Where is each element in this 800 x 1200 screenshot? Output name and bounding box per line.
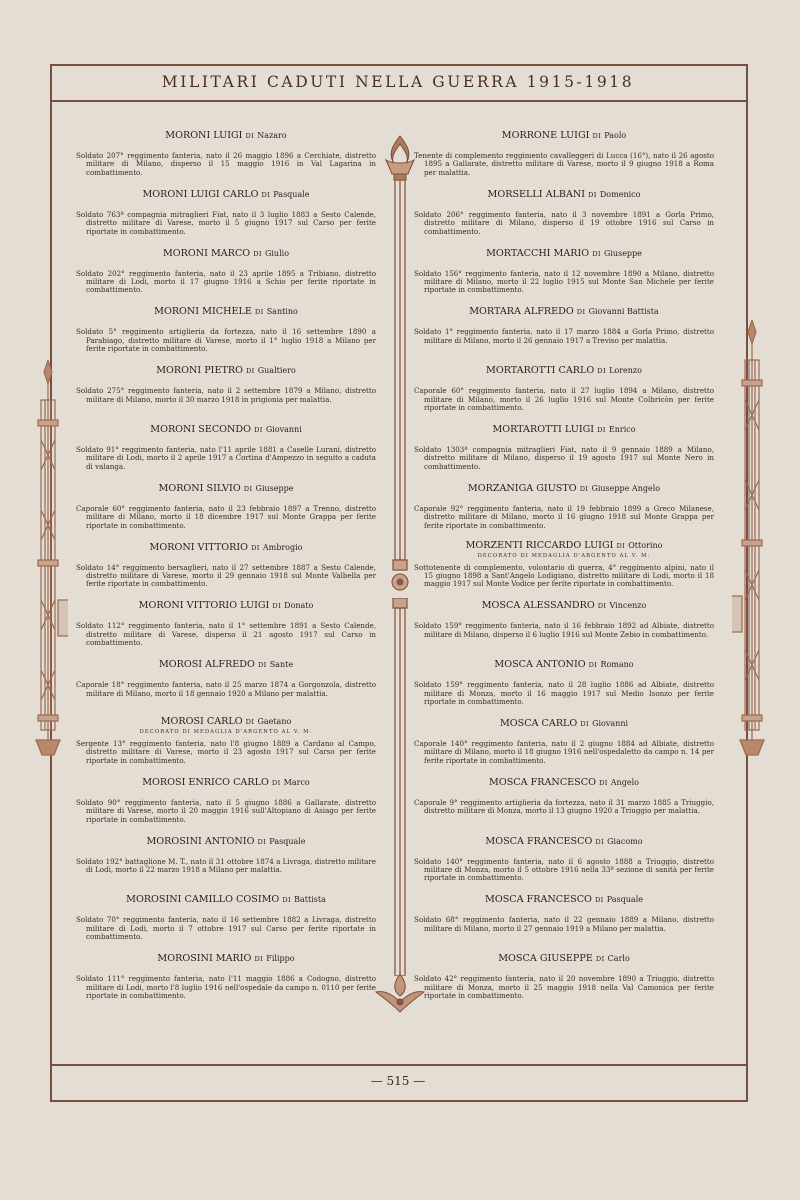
list-item: [414, 530, 714, 589]
list-item: [414, 765, 714, 824]
entry-text: Soldato 5° reggimento artiglieria da fortezza, nato il 16 settembre 1890 a Parabiago, distretto militare di Varese, morto il 1° luglio 1918 a Milano per ferite riportate in combattimento.: [76, 327, 376, 354]
entry-name: MORONI VITTORIO DI Ambrogio: [149, 541, 303, 553]
list-item: [76, 647, 376, 706]
page-title: MILITARI CADUTI NELLA GUERRA 1915-1918: [161, 73, 635, 91]
entry-name: MORONI VITTORIO LUIGI DI Donato: [138, 600, 314, 612]
list-item: [76, 471, 376, 530]
entry-text: Soldato 275° reggimento fanteria, nato il 2 settembre 1879 a Milano, distretto militare di Milano, morto il 30 marzo 1918 in prigionia per malattia.: [76, 386, 376, 404]
entry-text: Soldato 68° reggimento fanteria, nato il 22 gennaio 1889 a Milano, distretto militare di Milano, morto il 27 gennaio 1919 a Milano per malattia.: [414, 915, 714, 933]
entry-text: Soldato 14° reggimento bersaglieri, nato il 27 settembre 1887 a Sesto Calende, distretto militare di Varese, morto il 29 gennaio 1918 sul Monte Valbella per ferite riportate in combattimento.: [76, 562, 376, 589]
list-item: [76, 882, 376, 941]
entry-name: MOROSINI CAMILLO COSIMO DI Battista: [126, 894, 326, 906]
entry-name: MORONI MICHELE DI Santino: [154, 306, 298, 318]
list-item: [76, 706, 376, 765]
entry-name: MORRONE LUIGI DI Paolo: [501, 130, 627, 141]
entry-name: MORONI SILVIO DI Giuseppe: [158, 482, 294, 494]
entry-name: MORTAROTTI LUIGI DI Enrico: [492, 423, 636, 435]
list-item: [76, 941, 376, 1000]
entry-name: MOSCA FRANCESCO DI Angelo: [489, 776, 639, 788]
list-item: [76, 294, 376, 353]
entry-text: Soldato 202° reggimento fanteria, nato il 23 aprile 1895 a Tribiano, distretto militare di Lodi, morto il 17 giugno 1916 a Schio per ferite riportate in combattimento.: [76, 268, 376, 295]
entry-text: Soldato 192° battaglione M. T., nato il 31 ottobre 1874 a Livraga, distretto militare di Lodi, morto il 22 marzo 1918 a Milano per malattia.: [76, 856, 376, 874]
footer-rule: [50, 1064, 746, 1066]
entry-name: MORSELLI ALBANI DI Domenico: [487, 188, 641, 200]
entry-name: MORTARA ALFREDO DI Giovanni Battista: [469, 306, 659, 318]
list-item: [76, 588, 376, 647]
entry-name: MOROSI ALFREDO DI Sante: [158, 659, 294, 671]
entry-text: Soldato 112° reggimento fanteria, nato il 1° settembre 1891 a Sesto Calende, distretto militare di Varese, disperso il 21 agosto 1917 sul Carso in combattimento.: [76, 621, 376, 648]
list-item: [414, 412, 714, 471]
left-column: [76, 118, 376, 1000]
list-item: [414, 471, 714, 530]
list-item: [414, 294, 714, 353]
entry-text: Soldato 42° reggimento fanteria, nato il 20 novembre 1890 a Triuggio, distretto militare di Monza, morto il 25 maggio 1918 nella Val Camonica per ferite riportate in combattimento.: [414, 974, 714, 1000]
header-rule: [50, 100, 746, 102]
entry-text: Sergente 13° reggimento fanteria, nato l'8 giugno 1889 a Cardano al Campo, distretto militare di Varese, morto il 23 agosto 1917 sul Carso per ferite riportate in combattimento.: [76, 738, 376, 765]
decoration-note: DECORATO DI MEDAGLIA D'ARGENTO AL V. M.: [139, 728, 313, 735]
list-item: [76, 236, 376, 295]
entry-text: Caporale 92° reggimento fanteria, nato il 19 febbraio 1899 a Greco Milanese, distretto militare di Milano, morto il 16 giugno 1918 sul Monte Grappa per ferite riportate in combattimento.: [414, 503, 714, 530]
list-item: [76, 530, 376, 589]
entry-text: Soldato 90° reggimento fanteria, nato il 5 giugno 1886 a Gallarate, distretto militare di Varese, morto il 20 maggio 1916 sull'Altopiano di Asiago per ferite riportate in combattimento.: [76, 797, 376, 824]
entry-name: MOROSI CARLO DI Gaetano: [160, 715, 292, 727]
entry-name: MORZANIGA GIUSTO DI Giuseppe Angelo: [467, 482, 661, 494]
entry-name: MORONI LUIGI DI Nazaro: [165, 130, 287, 141]
list-item: [76, 118, 376, 177]
list-item: [414, 118, 714, 177]
entry-name: MOSCA ALESSANDRO DI Vincenzo: [481, 600, 647, 612]
decoration-note: DECORATO DI MEDAGLIA D'ARGENTO AL V. M.: [477, 552, 651, 559]
entry-name: MORZENTI RICCARDO LUIGI DI Ottorino: [465, 539, 663, 551]
entry-text: Soldato 140° reggimento fanteria, nato il 6 agosto 1888 a Triuggio, distretto militare di Monza, morto il 5 ottobre 1916 nella 33ª sezione di sanità per ferite riportate in combattimento.: [414, 856, 714, 883]
entry-text: Soldato 156° reggimento fanteria, nato il 12 novembre 1890 a Milano, distretto militare di Milano, morto il 22 luglio 1915 sul Monte San Michele per ferite riportate in combattimento.: [414, 268, 714, 295]
entry-text: Caporale 60° reggimento fanteria, nato il 27 luglio 1894 a Milano, distretto militare di Milano, morto il 26 luglio 1916 sul Monte Colbricòn per ferite riportate in combattimento.: [414, 386, 714, 412]
entry-name: MOROSINI ANTONIO DI Pasquale: [146, 835, 306, 847]
entry-name: MORONI PIETRO DI Gualtiero: [156, 365, 296, 377]
entry-text: Soldato 91° reggimento fanteria, nato l'11 aprile 1881 a Caselle Lurani, distretto militare di Lodi, morto il 2 aprile 1917 a Cortina d'Ampezzo in seguito a caduta di valanga.: [76, 444, 376, 471]
entry-text: Caporale 18° reggimento fanteria, nato il 25 marzo 1874 a Gorgonzola, distretto militare di Milano, morto il 18 gennaio 1920 a Milano per malattia.: [76, 680, 376, 698]
center-staff: [392, 598, 408, 976]
center-staff: [392, 180, 408, 580]
list-item: [76, 765, 376, 824]
entry-name: MORONI LUIGI CARLO DI Pasquale: [142, 188, 310, 200]
entry-name: MOSCA FRANCESCO DI Pasquale: [485, 894, 643, 906]
entry-name: MORTACCHI MARIO DI Giuseppe: [486, 247, 642, 259]
fasces-pillar-icon: [732, 320, 772, 760]
entry-text: Soldato 70° reggimento fanteria, nato il 16 settembre 1882 a Livraga, distretto militare di Lodi, morto il 7 ottobre 1917 sul Carso per ferite riportate in combattimento.: [76, 915, 376, 942]
entry-text: Soldato 207° reggimento fanteria, nato il 26 maggio 1896 a Cerchiate, distretto militare di Milano, disperso il 15 maggio 1916 in Val Lagarina in combattimento.: [76, 151, 376, 177]
entry-text: Soldato 763ª compagnia mitraglieri Fiat, nato il 3 luglio 1883 a Sesto Calende, distretto militare di Varese, morto il 5 giugno 1917 sul Carso per ferite riportate in combattimento.: [76, 209, 376, 236]
list-item: [414, 941, 714, 1000]
list-item: [414, 236, 714, 295]
entry-text: Caporale 9° reggimento artiglieria da fortezza, nato il 31 marzo 1885 a Triuggio, distretto militare di Monza, morto il 13 giugno 1920 a Triuggio per malattia.: [414, 797, 714, 816]
entry-text: Soldato 1° reggimento fanteria, nato il 17 marzo 1884 a Gorla Primo, distretto militare di Milano, morto il 26 gennaio 1917 a Treviso per malattia.: [414, 327, 714, 345]
entry-text: Soldato 206° reggimento fanteria, nato il 3 novembre 1891 a Gorla Primo, distretto militare di Milano, disperso il 19 ottobre 1916 sul Carso in combattimento.: [414, 209, 714, 236]
list-item: [414, 177, 714, 236]
entry-text: Sottotenente di complemento, volontario di guerra, 4° reggimento alpini, nato il 15 giugno 1898 a Sant'Angelo Lodigiano, distretto militare di Lodi, morto il 18 maggio 1917 sul Monte Vodice per ferite riportate in combattimento.: [414, 562, 714, 589]
list-item: [414, 353, 714, 412]
entry-text: Caporale 60° reggimento fanteria, nato il 23 febbraio 1897 a Trenno, distretto militare di Milano, morto il 18 dicembre 1917 sul Monte Grappa per ferite riportate in combattimento.: [76, 503, 376, 530]
entry-text: Soldato 159° reggimento fanteria, nato il 16 febbraio 1892 ad Albiate, distretto militare di Milano, disperso il 6 luglio 1916 sul Monte Zebio in combattimento.: [414, 621, 714, 639]
entry-text: Soldato 159° reggimento fanteria, nato il 28 luglio 1886 ad Albiate, distretto militare di Monza, morto il 16 maggio 1917 sul Medio Isonzo per ferite riportate in combattimento.: [414, 680, 714, 706]
fasces-pillar-icon: [28, 360, 68, 760]
entry-text: Tenente di complemento reggimento cavalleggeri di Lucca (16°), nato il 26 agosto 1895 a Gallarate, distretto militare di Varese, morto il 9 giugno 1918 a Roma per malattia.: [414, 151, 714, 177]
entry-name: MORTAROTTI CARLO DI Lorenzo: [486, 365, 642, 377]
rosette-icon: [390, 572, 410, 592]
list-item: [76, 177, 376, 236]
list-item: [414, 706, 714, 765]
list-item: [76, 353, 376, 412]
list-item: [414, 647, 714, 706]
entry-name: MORONI SECONDO DI Giovanni: [150, 423, 302, 435]
list-item: [414, 882, 714, 941]
entry-text: Soldato 1303ª compagnia mitraglieri Fiat, nato il 9 gennaio 1889 a Milano, distretto militare di Milano, disperso il 19 agosto 1917 sul Monte Nero in combattimento.: [414, 444, 714, 471]
entry-name: MOSCA GIUSEPPE DI Carlo: [498, 953, 630, 965]
page-number: — 515 —: [370, 1074, 426, 1088]
entry-name: MOSCA CARLO DI Giovanni: [499, 717, 629, 729]
right-column: [414, 118, 714, 1000]
entry-name: MOSCA ANTONIO DI Romano: [494, 659, 634, 671]
list-item: [414, 824, 714, 883]
entry-text: Caporale 140° reggimento fanteria, nato il 2 giugno 1884 ad Albiate, distretto militare di Milano, morto il 18 giugno 1916 nell'ospedaletto da campo n. 14 per ferite riportate in combattimento.: [414, 738, 714, 765]
entry-text: Soldato 111° reggimento fanteria, nato l'11 maggio 1886 a Codogno, distretto militare di Lodi, morto l'8 luglio 1916 nell'ospedale da campo n. 0110 per ferite riportate in combattimento.: [76, 974, 376, 1000]
list-item: [76, 824, 376, 883]
entry-name: MOROSINI MARIO DI Filippo: [157, 953, 295, 965]
entry-name: MORONI MARCO DI Giulio: [162, 247, 290, 259]
list-item: [414, 588, 714, 647]
list-item: [76, 412, 376, 471]
entry-name: MOROSI ENRICO CARLO DI Marco: [142, 776, 310, 788]
entry-name: MOSCA FRANCESCO DI Giacomo: [485, 835, 643, 847]
